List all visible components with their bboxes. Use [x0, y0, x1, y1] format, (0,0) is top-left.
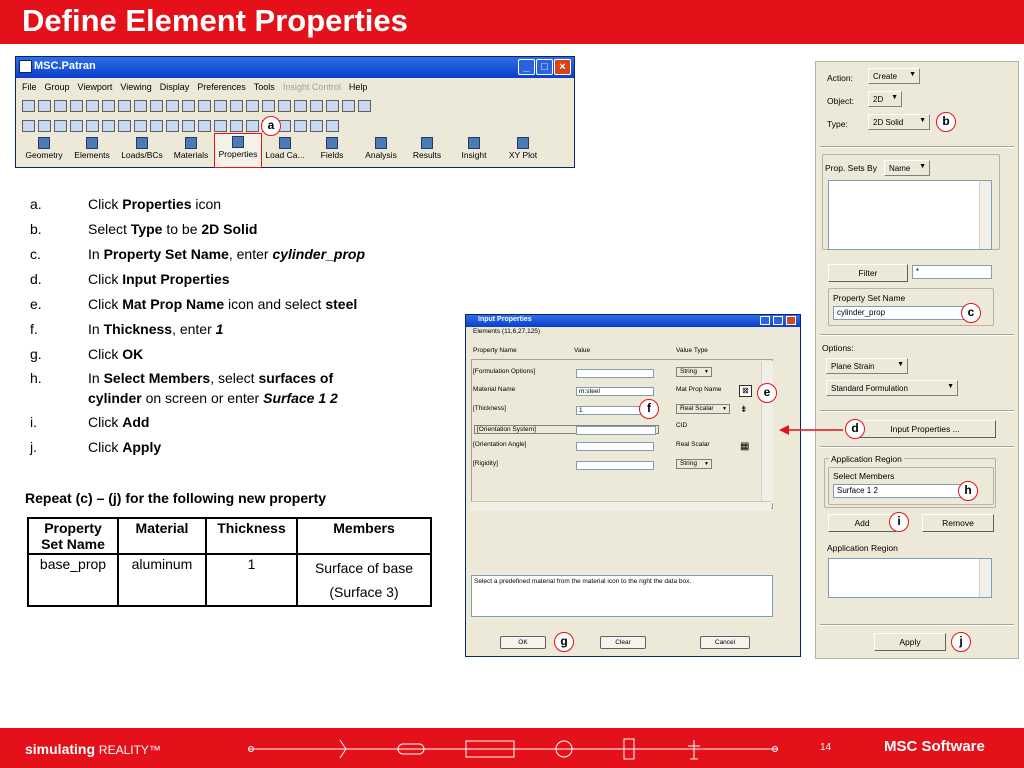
zoom-out-icon[interactable]: [310, 120, 323, 132]
view4-icon[interactable]: [102, 120, 115, 132]
type-label: Type:: [827, 119, 848, 129]
list-vscrollbar[interactable]: [979, 181, 991, 249]
layer-icon[interactable]: [294, 100, 307, 112]
dialog-close-button[interactable]: [786, 316, 796, 325]
type-dropdown[interactable]: Real Scalar ▼: [676, 404, 730, 414]
menu-item-tools[interactable]: Tools: [253, 82, 275, 92]
field-picker-icon[interactable]: ⇟: [740, 404, 748, 414]
slide-footer: [0, 728, 1024, 768]
step-key: e.: [30, 296, 42, 312]
menu-item-file[interactable]: File: [22, 82, 37, 92]
results-icon: [421, 137, 433, 149]
close-button[interactable]: ×: [554, 59, 571, 75]
application-region-list[interactable]: [828, 558, 992, 598]
row-type: Mat Prop Name: [676, 386, 722, 393]
prop-set-name-label: Property Set Name: [833, 293, 906, 303]
step-key: b.: [30, 221, 42, 237]
table-header: Members: [297, 518, 431, 554]
option1-dropdown[interactable]: Plane Strain ▼: [826, 358, 908, 374]
app-loads-bcs[interactable]: [118, 135, 166, 167]
patran-logo-icon: [19, 60, 32, 73]
analysis-icon: [375, 137, 387, 149]
app-label: XY Plot: [508, 150, 538, 160]
cube-icon[interactable]: [230, 100, 243, 112]
view10-icon[interactable]: [198, 120, 211, 132]
prop-set-name-field[interactable]: cylinder_prop: [833, 306, 965, 320]
application-bar: [18, 135, 574, 167]
filter-button[interactable]: Filter: [828, 264, 908, 282]
step-text: In Property Set Name, enter cylinder_prop: [88, 246, 366, 262]
new-icon[interactable]: [22, 100, 35, 112]
input-properties-dialog: [465, 314, 801, 657]
row-name: [Orientation System]: [477, 426, 536, 433]
hand-icon[interactable]: [118, 100, 131, 112]
callout-g: g: [554, 632, 574, 652]
table-header: Property Set Name: [28, 518, 118, 554]
step-key: c.: [30, 246, 41, 262]
loads-bcs-icon: [136, 137, 148, 149]
gear3-icon[interactable]: [198, 100, 211, 112]
action-label: Action:: [827, 73, 853, 83]
maximize-button[interactable]: □: [536, 59, 553, 75]
row-name: Material Name: [473, 386, 516, 393]
step-text: Click OK: [88, 346, 144, 362]
patran-window-title: MSC.Patran: [34, 60, 96, 72]
callout-j: j: [951, 632, 971, 652]
app-label: Geometry: [25, 150, 63, 160]
menu-item-viewing[interactable]: Viewing: [120, 82, 152, 92]
footer-tagline-rest: REALITY™: [98, 743, 161, 757]
home-icon[interactable]: [22, 120, 35, 132]
apply-button[interactable]: Apply: [874, 633, 946, 651]
value-field[interactable]: [576, 461, 654, 470]
table-cell: 1: [206, 554, 297, 606]
repeat-heading: Repeat (c) – (j) for the following new property: [25, 490, 327, 506]
step-key: f.: [30, 321, 38, 337]
view11-icon[interactable]: [214, 120, 227, 132]
step-key: h.: [30, 370, 42, 386]
copy-icon[interactable]: [86, 100, 99, 112]
type-dropdown[interactable]: String ▼: [676, 367, 712, 377]
prop-sets-by-dropdown[interactable]: Name ▼: [884, 160, 930, 176]
geometry-icon: [38, 137, 50, 149]
app-region-label: Application Region: [831, 454, 902, 464]
view2-icon[interactable]: [70, 120, 83, 132]
options-label: Options:: [822, 343, 854, 353]
patran-titlebar: [16, 57, 574, 78]
step-text: Click Mat Prop Name icon and select steel: [88, 296, 358, 312]
col-header-name: Property Name: [473, 347, 517, 354]
step-key: j.: [30, 439, 37, 455]
gear2-icon[interactable]: [182, 100, 195, 112]
gear4-icon[interactable]: [214, 100, 227, 112]
rotate2-icon[interactable]: [294, 120, 307, 132]
app-label: Insight: [461, 150, 487, 160]
undo-icon[interactable]: [102, 100, 115, 112]
row-type: CID: [676, 422, 688, 429]
app-label: Load Ca...: [265, 150, 305, 160]
divider: [820, 446, 1014, 448]
zoom-in-icon[interactable]: [326, 120, 339, 132]
shade-icon[interactable]: [342, 100, 355, 112]
minimize-button[interactable]: _: [518, 59, 535, 75]
dialog-subtitle: Elements (11,6,27,125): [473, 328, 541, 335]
patran-menubar: [16, 79, 574, 95]
table-icon[interactable]: ▦: [740, 441, 750, 452]
materials-icon: [185, 137, 197, 149]
properties-form: [815, 61, 1019, 659]
app-region-list-label: Application Region: [827, 543, 898, 553]
zoom-fit-icon[interactable]: [246, 120, 259, 132]
menu-item-insight-control[interactable]: Insight Control: [282, 82, 341, 92]
callout-a: a: [261, 116, 281, 136]
help-text: Select a predefined material from the material icon to the right the data box.: [474, 578, 692, 585]
patran-window: [15, 56, 575, 168]
save-icon[interactable]: [54, 100, 67, 112]
step-text: Click Add: [88, 414, 150, 430]
row-type: Real Scalar: [676, 441, 710, 448]
cube3-icon[interactable]: [262, 100, 275, 112]
value-field[interactable]: [576, 442, 654, 451]
table-header-row: [28, 518, 431, 554]
remove-button[interactable]: Remove: [922, 514, 994, 532]
property-table: [27, 517, 432, 607]
app-properties[interactable]: [214, 133, 262, 168]
app-label: Elements: [74, 150, 110, 160]
table-header: Material: [118, 518, 206, 554]
callout-c: c: [961, 303, 981, 323]
row-name: [Thickness]: [473, 405, 506, 412]
grid-hscrollbar[interactable]: [471, 501, 771, 511]
step-text: Select Type to be 2D Solid: [88, 221, 258, 237]
step-text: In Thickness, enter 1: [88, 321, 224, 337]
view8-icon[interactable]: [166, 120, 179, 132]
divider: [820, 410, 1014, 412]
menu-item-display[interactable]: Display: [159, 82, 190, 92]
cube2-icon[interactable]: [246, 100, 259, 112]
step-key: a.: [30, 196, 42, 212]
col-header-type: Value Type: [676, 347, 708, 354]
app-insight[interactable]: [450, 135, 498, 167]
app-elements[interactable]: [70, 135, 114, 167]
material-name-field[interactable]: m:steel: [576, 387, 654, 396]
callout-i: i: [889, 512, 909, 532]
view5-icon[interactable]: [118, 120, 131, 132]
menu-item-viewport[interactable]: Viewport: [77, 82, 113, 92]
app-results[interactable]: [408, 135, 446, 167]
step-text: Click Input Properties: [88, 271, 230, 287]
slide-title: Define Element Properties: [22, 3, 408, 38]
app-label: Fields: [320, 150, 344, 160]
app-materials[interactable]: [170, 135, 212, 167]
dialog-maximize-button[interactable]: [773, 316, 783, 325]
object-dropdown[interactable]: 2D ▼: [868, 91, 902, 107]
msc-software-logo: MSC Software: [884, 738, 985, 755]
step-key: i.: [30, 414, 37, 430]
app-analysis[interactable]: [358, 135, 404, 167]
table-cell: aluminum: [118, 554, 206, 606]
load-ca--icon: [279, 137, 291, 149]
properties-icon: [232, 136, 244, 148]
gear-icon[interactable]: [166, 100, 179, 112]
insight-icon: [468, 137, 480, 149]
dialog-titlebar: [466, 315, 800, 327]
grid-icon[interactable]: [310, 100, 323, 112]
row-name: [Formulation Options]: [473, 368, 536, 375]
type-dropdown[interactable]: 2D Solid ▼: [868, 114, 930, 130]
action-dropdown[interactable]: Create ▼: [868, 68, 920, 84]
property-set-list[interactable]: [828, 180, 992, 250]
divider: [820, 146, 1014, 148]
view-icon[interactable]: [54, 120, 67, 132]
menu-item-help[interactable]: Help: [348, 82, 368, 92]
prop-sets-by-label: Prop. Sets By: [825, 163, 877, 173]
row-name: [Orientation Angle]: [473, 441, 527, 448]
app-label: Properties: [218, 149, 258, 159]
value-field[interactable]: [576, 426, 656, 435]
toolbar-row-1: [20, 97, 470, 115]
arc-icon[interactable]: [326, 100, 339, 112]
callout-e: e: [757, 383, 777, 403]
callout-h: h: [958, 481, 978, 501]
footer-icon-strip: [248, 736, 778, 762]
cancel-button[interactable]: Cancel: [700, 636, 750, 649]
step-text: Click Properties icon: [88, 196, 222, 212]
app-label: Analysis: [365, 150, 397, 160]
app-fields[interactable]: [312, 135, 352, 167]
table-row: [28, 554, 431, 606]
step-key: d.: [30, 271, 42, 287]
step-key: g.: [30, 346, 42, 362]
xy-plot-icon: [517, 137, 529, 149]
callout-f: f: [639, 399, 659, 419]
print-icon[interactable]: [70, 100, 83, 112]
step-text: cylinder on screen or enter Surface 1 2: [88, 390, 338, 406]
app-label: Materials: [173, 150, 209, 160]
add-button[interactable]: Add: [828, 514, 896, 532]
divider: [820, 334, 1014, 336]
ok-button[interactable]: OK: [500, 636, 546, 649]
app-geometry[interactable]: [22, 135, 66, 167]
app-xy-plot[interactable]: [502, 135, 544, 167]
view6-icon[interactable]: [134, 120, 147, 132]
clear-button[interactable]: Clear: [600, 636, 646, 649]
row-name: [Rigidity]: [473, 460, 498, 467]
select-members-field[interactable]: Surface 1 2: [833, 484, 965, 498]
table-cell: base_prop: [28, 554, 118, 606]
object-label: Object:: [827, 96, 854, 106]
filter-field[interactable]: *: [912, 265, 992, 279]
select-members-label: Select Members: [833, 471, 895, 481]
thickness-field[interactable]: 1: [576, 406, 654, 415]
fields-icon: [326, 137, 338, 149]
col-header-value: Value: [574, 347, 591, 354]
footer-tagline: [25, 741, 161, 757]
callout-d: d: [845, 419, 865, 439]
help-text-box: [471, 575, 773, 617]
app-load-ca-[interactable]: [262, 135, 308, 167]
view12-icon[interactable]: [230, 120, 243, 132]
step-text: Click Apply: [88, 439, 162, 455]
page-number: 14: [820, 742, 832, 753]
table-cell: Surface of base (Surface 3): [297, 554, 431, 606]
dialog-minimize-button[interactable]: [760, 316, 770, 325]
menu-item-group[interactable]: Group: [44, 82, 70, 92]
app-label: Loads/BCs: [121, 150, 163, 160]
region-list-vscrollbar[interactable]: [979, 559, 991, 597]
open-icon[interactable]: [38, 100, 51, 112]
slide-title-bar: [0, 0, 1024, 44]
view3-icon[interactable]: [86, 120, 99, 132]
step-text: In Select Members, select surfaces of: [88, 370, 334, 386]
elements-icon: [86, 137, 98, 149]
menu-item-preferences[interactable]: Preferences: [197, 82, 246, 92]
table-header: Thickness: [206, 518, 297, 554]
input-properties-button[interactable]: Input Properties ...: [854, 420, 996, 438]
cube4-icon[interactable]: [278, 100, 291, 112]
option2-dropdown[interactable]: Standard Formulation ▼: [826, 380, 958, 396]
dialog-title: Input Properties: [478, 316, 532, 323]
app-label: Results: [412, 150, 442, 160]
reset-icon[interactable]: [150, 100, 163, 112]
pointer-arrow: [775, 420, 845, 440]
value-field[interactable]: [576, 369, 654, 378]
footer-tagline-bold: simulating: [25, 741, 96, 757]
pick-icon[interactable]: [134, 100, 147, 112]
mat-prop-name-icon[interactable]: ⊠: [739, 385, 752, 397]
type-dropdown[interactable]: String ▼: [676, 459, 712, 469]
callout-b: b: [936, 112, 956, 132]
divider: [820, 624, 1014, 626]
brush-icon[interactable]: [38, 120, 51, 132]
view7-icon[interactable]: [150, 120, 163, 132]
view9-icon[interactable]: [182, 120, 195, 132]
shade2-icon[interactable]: [358, 100, 371, 112]
